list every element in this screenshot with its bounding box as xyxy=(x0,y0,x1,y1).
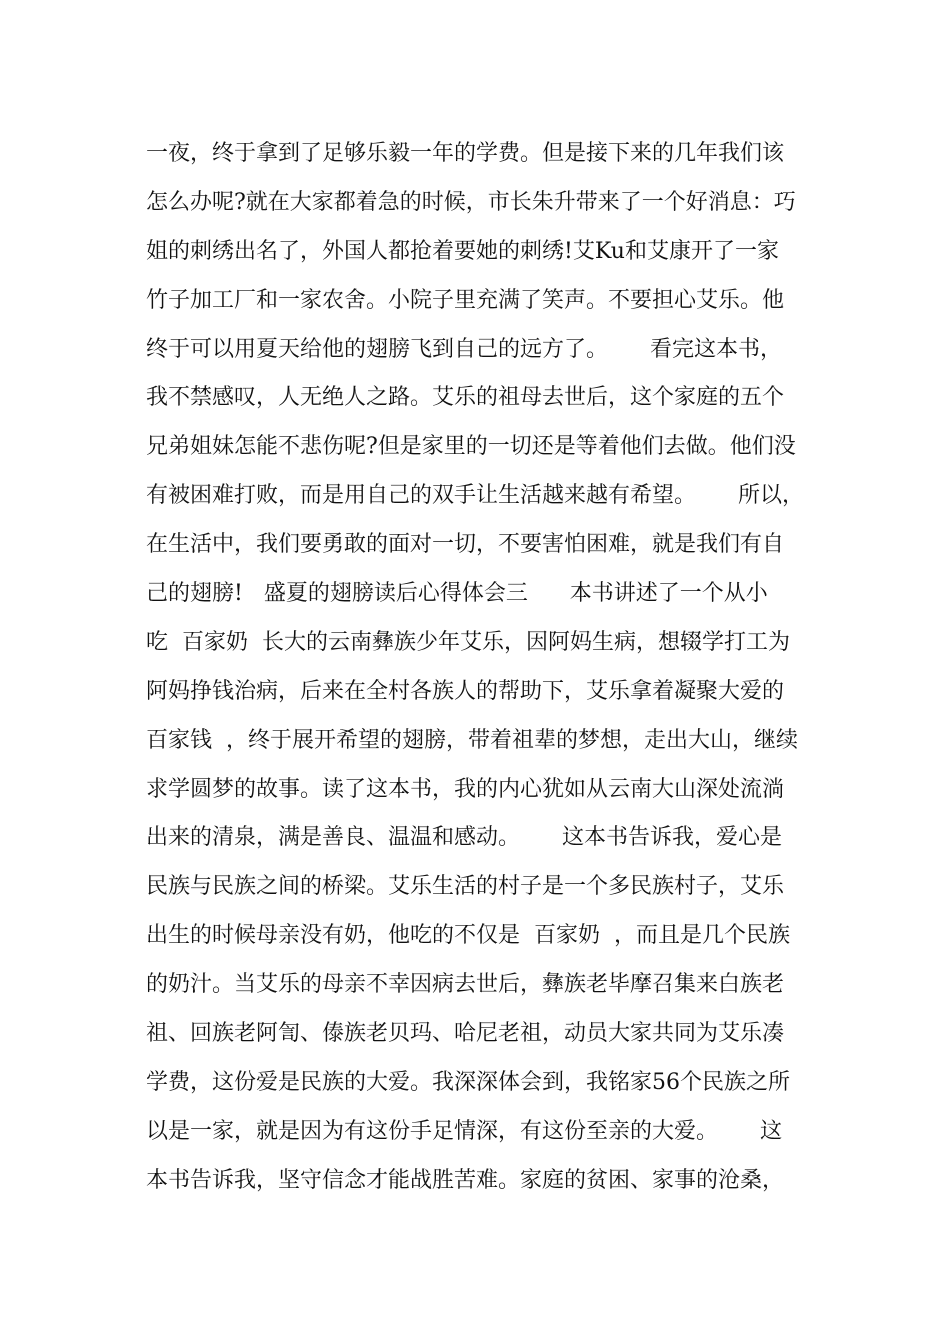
text-line: 百家钱 ，终于展开希望的翅膀，带着祖辈的梦想，走出大山，继续 xyxy=(146,727,798,753)
text-line: 民族与民族之间的桥梁。艾乐生活的村子是一个多民族村子，艾乐 xyxy=(146,874,785,900)
text-line: 阿妈挣钱治病，后来在全村各族人的帮助下，艾乐拿着凝聚大爱的 xyxy=(146,678,785,704)
text-line: 竹子加工厂和一家农舍。小院子里充满了笑声。不要担心艾乐。他 xyxy=(146,287,785,313)
text-line: 以是一家，就是因为有这份手足情深，有这份至亲的大爱。 这 xyxy=(146,1118,782,1144)
text-line: 求学圆梦的故事。读了这本书，我的内心犹如从云南大山深处流淌 xyxy=(146,776,785,802)
text-line: 有被困难打败，而是用自己的双手让生活越来越有希望。 所以， xyxy=(146,483,804,509)
text-line: 出生的时候母亲没有奶，他吃的不仅是 百家奶 ，而且是几个民族 xyxy=(146,923,790,949)
text-line: 祖、回族老阿訇、傣族老贝玛、哈尼老祖，动员大家共同为艾乐凑 xyxy=(146,1021,785,1047)
text-line: 己的翅膀! 盛夏的翅膀读后心得体会三 本书讲述了一个从小 xyxy=(146,581,768,607)
text-line: 兄弟姐妹怎能不悲伤呢?但是家里的一切还是等着他们去做。他们没 xyxy=(146,434,796,460)
text-line: 在生活中，我们要勇敢的面对一切，不要害怕困难，就是我们有自 xyxy=(146,532,785,558)
text-line: 的奶汁。当艾乐的母亲不幸因病去世后，彝族老毕摩召集来白族老 xyxy=(146,972,785,998)
body-text xyxy=(146,130,826,1206)
text-line: 学费，这份爱是民族的大爱。我深深体会到，我铭家56个民族之所 xyxy=(146,1069,790,1095)
text-line: 出来的清泉，满是善良、温温和感动。 这本书告诉我，爱心是 xyxy=(146,825,782,851)
text-line: 终于可以用夏天给他的翅膀飞到自己的远方了。 看完这本书， xyxy=(146,336,782,362)
text-line: 本书告诉我，坚守信念才能战胜苦难。家庭的贫困、家事的沧桑， xyxy=(146,1167,785,1193)
text-line: 吃 百家奶 长大的云南彝族少年艾乐，因阿妈生病，想辍学打工为 xyxy=(146,629,790,655)
text-line: 怎么办呢?就在大家都着急的时候，市长朱升带来了一个好消息：巧 xyxy=(146,189,796,215)
text-line: 姐的刺绣出名了，外国人都抢着要她的刺绣!艾Ku和艾康开了一家 xyxy=(146,238,779,264)
text-line: 一夜，终于拿到了足够乐毅一年的学费。但是接下来的几年我们该 xyxy=(146,141,785,166)
text-line: 我不禁感叹，人无绝人之路。艾乐的祖母去世后，这个家庭的五个 xyxy=(146,385,785,411)
